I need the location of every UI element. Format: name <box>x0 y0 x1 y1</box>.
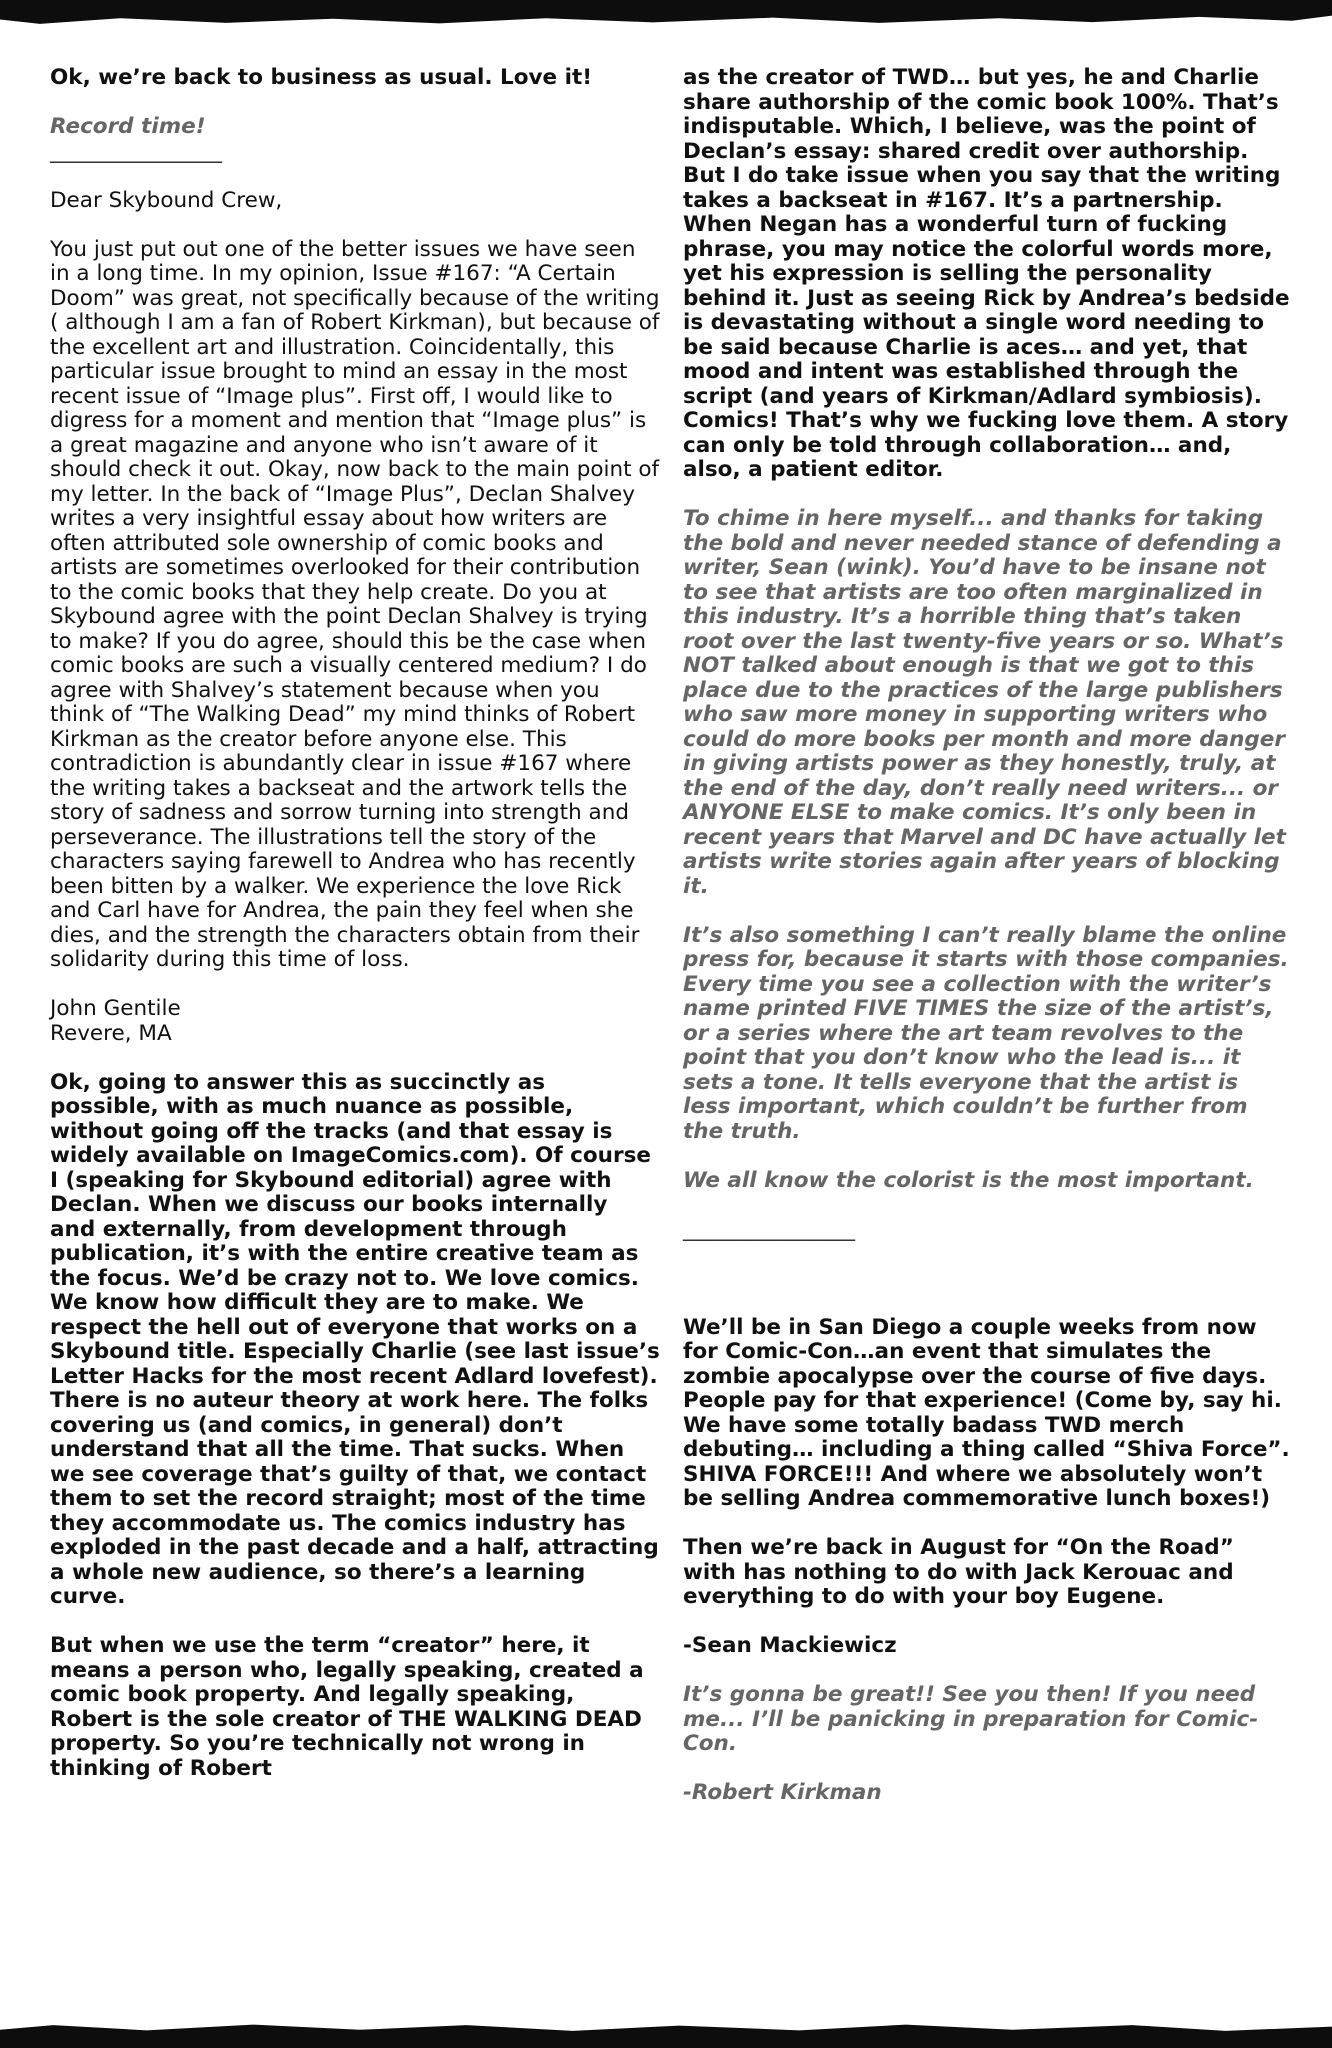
torn-top-border <box>0 0 1332 26</box>
spacer <box>683 1267 1293 1316</box>
torn-bottom-border <box>0 2022 1332 2048</box>
letter-signature-place: Revere, MA <box>50 1020 172 1046</box>
section-divider-right: ________________ <box>683 1216 855 1242</box>
kirkman-closing: It’s gonna be great!! See you then! If you need me... I’ll be panicking in preparation for Comic-Con. <box>683 1682 1259 1756</box>
editor-answer-continued: as the creator of TWD… but yes, he and Charlie share authorship of the comic book 100%. That’s indisputable. Which, I believe, was the point of Declan’s essay: shared credit over authorship. But I do take issue when you say that the writing takes a backseat in #167. It’s a partnership. When Negan has a wonderful turn of fucking phrase, you may notice the colorful words more, yet his expression is selling the personality behind it. Just as seeing Rick by Andrea’s bedside is devastating without a single word needing to be said because Charlie is aces… and yet, that mood and intent was established through the script (and years of Kirkman/Adlard symbiosis). Comics! That’s why we fucking love them. A story can only be told through collaboration… and, also, a patient editor. <box>683 65 1290 482</box>
editor-answer-1: Ok, going to answer this as succinctly as possible, with as much nuance as possible, without going off the tracks (and that essay is widely available on ImageComics.com). Of course I (speaking for Skybound editorial) agree with Declan. When we discuss our books internally and externally, from development through publication, it’s with the entire creative team as the focus. We’d be crazy not to. We love comics. We know how difficult they are to make. We respect the hell out of everyone that works on a Skybound title. Especially Charlie (see last issue’s Letter Hacks for the most recent Adlard lovefest). There is no auteur theory at work here. The folks covering us (and comics, in general) don’t understand that all the time. That sucks. When we see coverage that’s guilty of that, we contact them to set the record straight; most of the time they accommodate us. The comics industry has exploded in the past decade and a half, attracting a whole new audience, so there’s a learning curve. <box>50 1069 660 1609</box>
editor-answer-2: But when we use the term “creator” here, it means a person who, legally speaking, created a comic book property. And legally speaking, Robert is the sole creator of THE WALKING DEAD property. So you’re technically not wrong in thinking of Robert <box>50 1633 644 1781</box>
record-time-note: Record time! <box>50 114 206 139</box>
letter-body: You just put out one of the better issues we have seen in a long time. In my opinion, Issue #167: “A Certain Doom” was great, not specifically because of the writing ( although I am a fan of Robert Kirkman), but because of the excellent art and illustration. Coincidentally, this particular issue brought to mind an essay in the most recent issue of “Image plus”. First off, I would like to digress for a moment and mention that “Image plus” is a great magazine and anyone who isn’t aware of it should check it out. Okay, now back to the main point of my letter. In the back of “Image Plus”, Declan Shalvey writes a very insightful essay about how writers are often attributed sole ownership of comic books and artists are sometimes overlooked for their contribution to the comic books that they help create. Do you at Skybound agree with the point Declan Shalvey is trying to make? If you do agree, should this be the case when comic books are such a visually centered medium? I do agree with Shalvey’s statement because when you think of “The Walking Dead” my mind thinks of Robert Kirkman as the creator before anyone else. This contradiction is abundantly clear in issue #167 where the writing takes a backseat and the artwork tells the story of sadness and sorrow turning into strength and perseverance. The illustrations tell the story of the characters saying farewell to Andrea who has recently been bitten by a walker. We experience the love Rick and Carl have for Andrea, the pain they feel when she dies, and the strength the characters obtain from their solidarity during this time of loss. <box>50 236 660 972</box>
kirkman-comment-3: We all know the colorist is the most important. <box>683 1167 1254 1193</box>
editor-intro: Ok, we’re back to business as usual. Love it! <box>50 65 593 90</box>
right-column <box>683 66 1293 1830</box>
letter-salutation: Dear Skybound Crew, <box>50 187 283 213</box>
kirkman-comment-2: It’s also something I can’t really blame the online press for, because it starts with those companies. Every time you see a collection with the writer’s name printed FIVE TIMES the size of the artist’s, or a series where the art team revolves to the point that you don’t know who the lead is... it sets a tone. It tells everyone that the artist is less important, which couldn’t be further from the truth. <box>683 922 1289 1144</box>
august-note: Then we’re back in August for “On the Road” with has nothing to do with Jack Kerouac and everything to do with your boy Eugene. <box>683 1535 1234 1609</box>
left-column <box>50 66 660 1806</box>
section-divider: ________________ <box>50 138 222 164</box>
letter-signature-name: John Gentile <box>50 996 181 1021</box>
sean-signature: -Sean Mackiewicz <box>683 1633 897 1658</box>
robert-signature: -Robert Kirkman <box>683 1780 882 1805</box>
comic-con-note: We’ll be in San Diego a couple weeks from now for Comic-Con…an event that simulates the zombie apocalypse over the course of five days. People pay for that experience! (Come by, say hi. We have some totally badass TWD merch debuting… including a thing called “Shiva Force”. SHIVA FORCE!!! And where we absolutely won’t be selling Andrea commemorative lunch boxes!) <box>683 1314 1290 1511</box>
kirkman-comment-1: To chime in here myself... and thanks for taking the bold and never needed stance of defending a writer, Sean (wink). You’d have to be insane not to see that artists are too often marginalized in this industry. It’s a horrible thing that’s taken root over the last twenty-five years or so. What’s NOT talked about enough is that we got to this place due to the practices of the large publishers who saw more money in supporting writers who could do more books per month and more danger in giving artists power as they honestly, truly, at the end of the day, don’t really need writers... or ANYONE ELSE to make comics. It’s only been in recent years that Marvel and DC have actually let artists write stories again after years of blocking it. <box>683 506 1286 899</box>
